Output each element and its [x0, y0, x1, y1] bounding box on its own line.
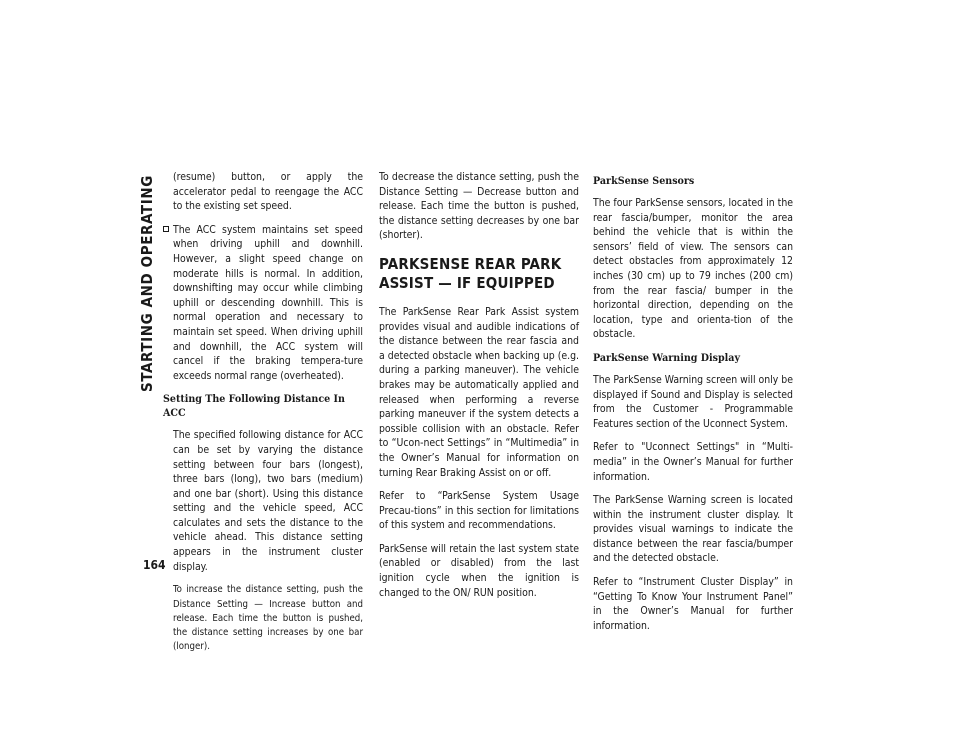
paragraph: ParkSense will retain the last system state (enabled or disabled) from the last ignition cycle when the ignition is changed to the ON/ RUN position. [379, 542, 579, 599]
paragraph: The ParkSense Warning screen will only be displayed if Sound and Display is selected from the Customer - Programmable Features section of the Uconnect System. [593, 373, 793, 430]
paragraph: Refer to "Uconnect Settings" in “Multi-media” in the Owner’s Manual for further information. [593, 441, 793, 483]
chapter-heading: PARKSENSE REAR PARK ASSIST — IF EQUIPPED [379, 254, 562, 292]
square-bullet-icon [163, 226, 169, 232]
bullet-item [163, 223, 363, 384]
paragraph: The ParkSense Warning screen is located within the instrument cluster display. It provides visual warnings to indicate the distance between the rear fascia/bumper and the detected obstacle. [593, 494, 793, 565]
paragraph: Refer to “Instrument Cluster Display” in “Getting To Know Your Instrument Panel” in the Owner’s Manual for further information. [593, 576, 793, 632]
page-number: 164 [143, 558, 166, 572]
column-3 [593, 170, 793, 642]
paragraph: The ParkSense Rear Park Assist system provides visual and audible indications of the distance between the rear fascia and a detected obstacle when backing up (e.g. during a parking maneuver). The vehicle brakes may be automatically applied and released when performing a reverse parking maneuver if the system detects a possible collision with an obstacle. Refer to “Ucon-nect Settings” in “Multimedia” in the Owner’s Manual for information on turning Rear Braking Assist on or off. [379, 305, 579, 479]
paragraph-continued: (resume) button, or apply the accelerator pedal to reengage the ACC to the existing set speed. [173, 171, 363, 213]
section-tab [138, 175, 160, 570]
section-heading: ParkSense Warning Display [593, 351, 741, 364]
section-heading: Setting The Following Distance In ACC [163, 393, 345, 420]
section-tab-label: STARTING AND OPERATING [138, 175, 156, 392]
paragraph: To increase the distance setting, push the Distance Setting — Increase button and release. Each time the button is pushed, the distance setting increases by one bar (longer). [173, 584, 363, 653]
column-1 [163, 170, 363, 664]
paragraph: To decrease the distance setting, push the Distance Setting — Decrease button and release. Each time the button is pushed, the distance setting decreases by one bar (shorter). [379, 171, 579, 242]
paragraph: The specified following distance for ACC can be set by varying the distance setting between four bars (longest), three bars (long), two bars (medium) and one bar (short). Using this distance setting and the vehicle speed, ACC calculates and sets the distance to the vehicle ahead. This distance setting appears in the instrument cluster display. [173, 429, 363, 573]
bullet-text: The ACC system maintains set speed when driving uphill and downhill. However, a slight speed change on moderate hills is normal. In addition, downshifting may occur while climbing uphill or descending downhill. This is normal operation and necessary to maintain set speed. When driving uphill and downhill, the ACC system will cancel if the braking tempera-ture exceeds normal range (overheated). [173, 223, 363, 382]
column-2 [379, 170, 579, 609]
paragraph: Refer to “ParkSense System Usage Precau-tions” in this section for limitations of this system and recommendations. [379, 490, 579, 532]
paragraph: The four ParkSense sensors, located in the rear fascia/bumper, monitor the area behind the vehicle that is within the sensors’ field of view. The sensors can detect obstacles from approximately 12 inches (30 cm) up to 79 inches (200 cm) from the rear fascia/ bumper in the horizontal direction, depending on the location, type and orienta-tion of the obstacle. [593, 197, 793, 341]
section-heading: ParkSense Sensors [593, 175, 695, 187]
